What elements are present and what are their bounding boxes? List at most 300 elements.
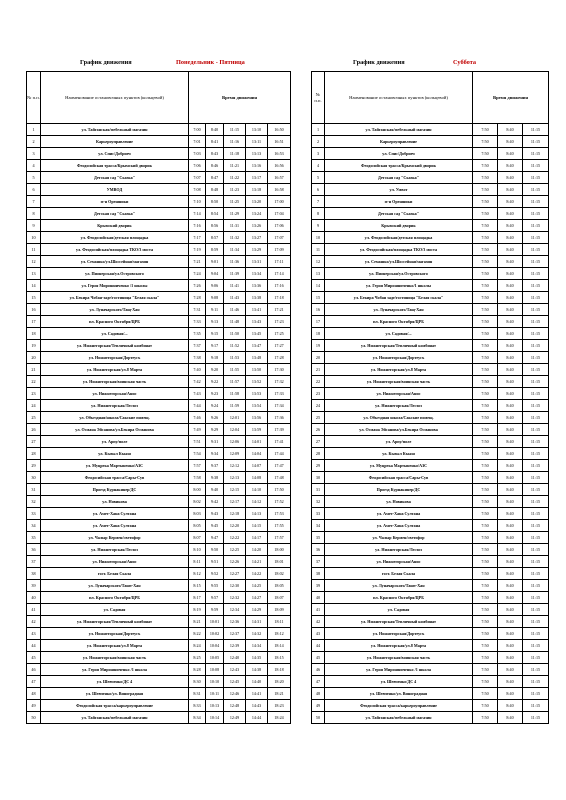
departure-time: 17:11 bbox=[268, 256, 291, 268]
departure-time: 11:46 bbox=[224, 304, 246, 316]
table-row bbox=[312, 304, 549, 316]
table-row bbox=[27, 532, 291, 544]
stop-name: Детская сад "Сказка" bbox=[325, 172, 473, 184]
table-row bbox=[27, 580, 291, 592]
stop-name: ул. Луначарского/Ташт-Хан bbox=[325, 580, 473, 592]
departure-time: 11:15 bbox=[523, 220, 549, 232]
departure-time: 17:06 bbox=[268, 220, 291, 232]
stop-name: ул. Новикова bbox=[325, 496, 473, 508]
departure-time: 11:58 bbox=[224, 388, 246, 400]
departure-time: 8:40 bbox=[498, 124, 523, 136]
departure-time: 9:11 bbox=[206, 304, 224, 316]
departure-time: 9:55 bbox=[206, 580, 224, 592]
departure-time: 7:50 bbox=[473, 436, 498, 448]
table-row bbox=[312, 688, 549, 700]
stop-name: ул. Нижнегорская/ул.8 Марта bbox=[325, 364, 473, 376]
departure-time: 17:04 bbox=[268, 208, 291, 220]
table-row bbox=[27, 352, 291, 364]
row-number: 36 bbox=[27, 544, 41, 556]
table-row bbox=[312, 412, 549, 424]
departure-time: 16:50 bbox=[268, 124, 291, 136]
row-number: 23 bbox=[27, 388, 41, 400]
row-number: 40 bbox=[312, 592, 325, 604]
table-row bbox=[312, 556, 549, 568]
departure-time: 7:17 bbox=[189, 232, 206, 244]
departure-time: 11:15 bbox=[523, 208, 549, 220]
row-number: 1 bbox=[27, 124, 41, 136]
departure-time: 11:15 bbox=[523, 664, 549, 676]
row-number: 29 bbox=[27, 460, 41, 472]
departure-time: 11:15 bbox=[523, 160, 549, 172]
departure-time: 13:36 bbox=[246, 280, 268, 292]
departure-time: 9:38 bbox=[206, 472, 224, 484]
departure-time: 12:13 bbox=[224, 472, 246, 484]
departure-time: 8:40 bbox=[498, 172, 523, 184]
departure-time: 11:15 bbox=[523, 280, 549, 292]
stop-name: Детская сад "Сказка" bbox=[41, 208, 189, 220]
table-row bbox=[27, 688, 291, 700]
stop-name: ул. Амет-Хана Султана bbox=[325, 508, 473, 520]
departure-time: 8:40 bbox=[498, 472, 523, 484]
table-row bbox=[312, 292, 549, 304]
table-row bbox=[312, 592, 549, 604]
departure-time: 11:48 bbox=[224, 316, 246, 328]
departure-time: 8:40 bbox=[498, 532, 523, 544]
departure-time: 17:14 bbox=[268, 268, 291, 280]
departure-time: 8:40 bbox=[498, 148, 523, 160]
departure-time: 8:48 bbox=[206, 184, 224, 196]
table-row bbox=[312, 700, 549, 712]
departure-time: 8:40 bbox=[498, 460, 523, 472]
stop-name: ул. Тайганская/мебельный магазин bbox=[41, 124, 189, 136]
row-number: 16 bbox=[27, 304, 41, 316]
stop-name: гост. Белая Скала bbox=[325, 568, 473, 580]
departure-time: 12:37 bbox=[224, 628, 246, 640]
departure-time: 17:27 bbox=[268, 340, 291, 352]
departure-time: 7:06 bbox=[189, 160, 206, 172]
departure-time: 17:18 bbox=[268, 292, 291, 304]
table-row bbox=[27, 508, 291, 520]
departure-time: 11:22 bbox=[224, 172, 246, 184]
table-row bbox=[27, 460, 291, 472]
departure-time: 14:17 bbox=[246, 532, 268, 544]
stop-name: ул. Героя Мирошниченко /1 школа bbox=[41, 664, 189, 676]
row-number: 19 bbox=[27, 340, 41, 352]
departure-time: 14:40 bbox=[246, 676, 268, 688]
table-row bbox=[27, 424, 291, 436]
stop-name: ул. Нижнегорская/Дортеусъ bbox=[41, 628, 189, 640]
departure-time: 10:01 bbox=[206, 616, 224, 628]
departure-time: 11:15 bbox=[523, 472, 549, 484]
departure-time: 7:50 bbox=[473, 484, 498, 496]
table-row bbox=[312, 448, 549, 460]
table-row bbox=[312, 652, 549, 664]
departure-time: 7:50 bbox=[473, 352, 498, 364]
departure-time: 7:46 bbox=[189, 412, 206, 424]
departure-time: 8:40 bbox=[498, 652, 523, 664]
row-number: 48 bbox=[27, 688, 41, 700]
row-number: 30 bbox=[312, 472, 325, 484]
departure-time: 8:40 bbox=[498, 688, 523, 700]
departure-time: 11:52 bbox=[224, 340, 246, 352]
stop-name: Феодосийская трасса/Крымский дворик bbox=[41, 160, 189, 172]
departure-time: 7:03 bbox=[189, 148, 206, 160]
col-num-header: № п.п. bbox=[27, 72, 41, 124]
departure-time: 12:22 bbox=[224, 532, 246, 544]
departure-time: 8:40 bbox=[498, 340, 523, 352]
departure-time: 7:50 bbox=[473, 184, 498, 196]
departure-time: 9:22 bbox=[206, 376, 224, 388]
row-number: 46 bbox=[312, 664, 325, 676]
row-number: 25 bbox=[312, 412, 325, 424]
departure-time: 12:04 bbox=[224, 424, 246, 436]
row-number: 17 bbox=[312, 316, 325, 328]
stop-name: ул. Османа Эйсанова/ул.Бекира Османова bbox=[41, 424, 189, 436]
departure-time: 8:40 bbox=[498, 328, 523, 340]
stop-name: ул. Нижнегорская/Тепличный комбинат bbox=[325, 616, 473, 628]
departure-time: 14:35 bbox=[246, 652, 268, 664]
stop-name: ул. Амет-Хана Султана bbox=[325, 520, 473, 532]
departure-time: 7:50 bbox=[473, 532, 498, 544]
table-row bbox=[27, 172, 291, 184]
row-number: 10 bbox=[27, 232, 41, 244]
table-row bbox=[27, 184, 291, 196]
departure-time: 8:41 bbox=[206, 136, 224, 148]
row-number: 35 bbox=[312, 532, 325, 544]
departure-time: 17:44 bbox=[268, 448, 291, 460]
departure-time: 8:40 bbox=[498, 232, 523, 244]
row-number: 21 bbox=[312, 364, 325, 376]
stop-name: ул. Садовая/... bbox=[41, 328, 189, 340]
departure-time: 14:44 bbox=[246, 712, 268, 724]
stop-name: ул. Пионерская/ул.Островского bbox=[41, 268, 189, 280]
departure-time: 7:50 bbox=[473, 652, 498, 664]
departure-time: 7:57 bbox=[189, 460, 206, 472]
departure-time: 9:51 bbox=[206, 556, 224, 568]
stop-name: ул. Муцрека Мартыненко/АЗС bbox=[41, 460, 189, 472]
departure-time: 13:31 bbox=[246, 256, 268, 268]
departure-time: 13:13 bbox=[246, 148, 268, 160]
table-row bbox=[312, 316, 549, 328]
table-row bbox=[27, 448, 291, 460]
stop-name: ул. Садовая/... bbox=[325, 328, 473, 340]
departure-time: 8:10 bbox=[189, 544, 206, 556]
table-row bbox=[312, 676, 549, 688]
departure-time: 7:07 bbox=[189, 172, 206, 184]
departure-time: 7:50 bbox=[473, 280, 498, 292]
departure-time: 11:15 bbox=[523, 412, 549, 424]
departure-time: 9:24 bbox=[206, 400, 224, 412]
col-num-header: № п.п. bbox=[312, 72, 325, 124]
departure-time: 8:40 bbox=[498, 424, 523, 436]
table-row bbox=[312, 628, 549, 640]
departure-time: 9:42 bbox=[206, 496, 224, 508]
departure-time: 11:15 bbox=[523, 196, 549, 208]
departure-time: 17:23 bbox=[268, 316, 291, 328]
stop-name: пл. Красного Октября/ЦРБ bbox=[325, 592, 473, 604]
departure-time: 11:34 bbox=[224, 244, 246, 256]
departure-time: 7:50 bbox=[473, 580, 498, 592]
departure-time: 8:40 bbox=[498, 196, 523, 208]
departure-time: 14:13 bbox=[246, 508, 268, 520]
stop-name: ул. Нижнегорская/ул.8 Марта bbox=[41, 640, 189, 652]
row-number: 5 bbox=[312, 172, 325, 184]
departure-time: 8:40 bbox=[498, 136, 523, 148]
departure-time: 14:20 bbox=[246, 544, 268, 556]
table-row bbox=[27, 280, 291, 292]
table-row bbox=[27, 328, 291, 340]
departure-time: 7:50 bbox=[473, 328, 498, 340]
departure-time: 9:47 bbox=[206, 532, 224, 544]
departure-time: 8:40 bbox=[498, 388, 523, 400]
row-number: 38 bbox=[27, 568, 41, 580]
departure-time: 11:15 bbox=[523, 592, 549, 604]
departure-time: 12:30 bbox=[224, 580, 246, 592]
departure-time: 9:01 bbox=[206, 256, 224, 268]
departure-time: 13:20 bbox=[246, 196, 268, 208]
departure-time: 7:50 bbox=[473, 268, 498, 280]
departure-time: 11:15 bbox=[523, 448, 549, 460]
departure-time: 12:17 bbox=[224, 496, 246, 508]
stop-name: ул. Умвот bbox=[325, 184, 473, 196]
departure-time: 8:25 bbox=[189, 652, 206, 664]
row-number: 43 bbox=[27, 628, 41, 640]
departure-time: 7:50 bbox=[473, 388, 498, 400]
weekday-table bbox=[26, 71, 291, 724]
stop-name: ул. Шевченко/ул. Виноградная bbox=[41, 688, 189, 700]
departure-time: 9:23 bbox=[206, 388, 224, 400]
stop-name: ул. Арпу/поле bbox=[41, 436, 189, 448]
departure-time: 14:01 bbox=[246, 436, 268, 448]
row-number: 44 bbox=[27, 640, 41, 652]
row-number: 47 bbox=[312, 676, 325, 688]
stop-name: ул. Нижнегорская/Тепличный комбинат bbox=[325, 340, 473, 352]
departure-time: 11:25 bbox=[224, 196, 246, 208]
departure-time: 9:29 bbox=[206, 424, 224, 436]
stop-name: ул. Нижнегорская/Тепличный комбинат bbox=[41, 616, 189, 628]
departure-time: 11:15 bbox=[523, 268, 549, 280]
row-number: 23 bbox=[312, 388, 325, 400]
table-row bbox=[312, 388, 549, 400]
weekday-title: График движения bbox=[80, 59, 132, 66]
stop-name: ул. Нижнегорская/Лесхоз bbox=[41, 400, 189, 412]
departure-time: 11:15 bbox=[523, 244, 549, 256]
table-row bbox=[27, 544, 291, 556]
row-number: 39 bbox=[312, 580, 325, 592]
departure-time: 17:41 bbox=[268, 436, 291, 448]
departure-time: 9:06 bbox=[206, 280, 224, 292]
stop-name: ул. Нижнегорская/Дортеусъ bbox=[325, 628, 473, 640]
departure-time: 8:40 bbox=[498, 364, 523, 376]
departure-time: 8:40 bbox=[498, 208, 523, 220]
row-number: 49 bbox=[312, 700, 325, 712]
row-number: 12 bbox=[27, 256, 41, 268]
stop-name: ул. Нижнегорская/Лесхоз bbox=[325, 400, 473, 412]
departure-time: 7:50 bbox=[473, 640, 498, 652]
departure-time: 13:45 bbox=[246, 328, 268, 340]
departure-time: 12:25 bbox=[224, 544, 246, 556]
stop-name: пл. Красного Октября/ЦРБ bbox=[41, 316, 189, 328]
stop-name: Феодосийская трасса/Крымский дворик bbox=[325, 160, 473, 172]
departure-time: 8:40 bbox=[498, 616, 523, 628]
row-number: 11 bbox=[27, 244, 41, 256]
row-number: 32 bbox=[312, 496, 325, 508]
row-number: 50 bbox=[27, 712, 41, 724]
row-number: 6 bbox=[312, 184, 325, 196]
table-row bbox=[27, 592, 291, 604]
stop-name: ул. Нижнегорская/воинская часть bbox=[41, 652, 189, 664]
departure-time: 10:13 bbox=[206, 700, 224, 712]
departure-time: 8:40 bbox=[498, 292, 523, 304]
departure-time: 11:16 bbox=[224, 136, 246, 148]
departure-time: 8:40 bbox=[498, 220, 523, 232]
departure-time: 14:27 bbox=[246, 592, 268, 604]
departure-time: 18:01 bbox=[268, 556, 291, 568]
departure-time: 11:15 bbox=[523, 688, 549, 700]
departure-time: 16:53 bbox=[268, 148, 291, 160]
row-number: 11 bbox=[312, 244, 325, 256]
stop-name: ул. Героя Мирошниченко /1 школа bbox=[325, 664, 473, 676]
departure-time: 7:50 bbox=[473, 460, 498, 472]
stop-name: ул. Героя Мирошниченко /1 школы bbox=[41, 280, 189, 292]
table-row bbox=[312, 220, 549, 232]
departure-time: 8:46 bbox=[206, 160, 224, 172]
departure-time: 14:31 bbox=[246, 616, 268, 628]
departure-time: 14:07 bbox=[246, 460, 268, 472]
col-time-header: Время движения bbox=[189, 72, 291, 124]
departure-time: 7:50 bbox=[473, 196, 498, 208]
departure-time: 17:00 bbox=[268, 196, 291, 208]
stop-name: гост. Белая Скала bbox=[41, 568, 189, 580]
departure-time: 13:26 bbox=[246, 220, 268, 232]
table-row bbox=[27, 160, 291, 172]
table-row bbox=[312, 508, 549, 520]
departure-time: 13:27 bbox=[246, 232, 268, 244]
table-row bbox=[27, 388, 291, 400]
stop-name: Крымский дворик bbox=[41, 220, 189, 232]
stop-name: ул. Бекира Чобан заде/гостиница "Белая скала" bbox=[325, 292, 473, 304]
departure-time: 11:15 bbox=[523, 316, 549, 328]
row-number: 41 bbox=[27, 604, 41, 616]
departure-time: 8:00 bbox=[189, 484, 206, 496]
departure-time: 18:23 bbox=[268, 700, 291, 712]
table-row bbox=[312, 604, 549, 616]
table-row bbox=[312, 256, 549, 268]
departure-time: 17:53 bbox=[268, 508, 291, 520]
row-number: 37 bbox=[27, 556, 41, 568]
stop-name: ул. Нижнегорская/Тепличный комбинат bbox=[41, 340, 189, 352]
table-row bbox=[312, 424, 549, 436]
departure-time: 17:28 bbox=[268, 352, 291, 364]
table-row bbox=[27, 700, 291, 712]
departure-time: 11:21 bbox=[224, 160, 246, 172]
table-row bbox=[312, 460, 549, 472]
departure-time: 7:50 bbox=[473, 172, 498, 184]
departure-time: 11:15 bbox=[523, 640, 549, 652]
table-row bbox=[312, 400, 549, 412]
stop-name: ул. Нижнегорская/Дортеусъ bbox=[41, 352, 189, 364]
departure-time: 8:43 bbox=[206, 148, 224, 160]
departure-time: 8:40 bbox=[498, 484, 523, 496]
departure-time: 7:51 bbox=[189, 436, 206, 448]
departure-time: 14:21 bbox=[246, 556, 268, 568]
departure-time: 16:57 bbox=[268, 172, 291, 184]
departure-time: 9:17 bbox=[206, 340, 224, 352]
departure-time: 17:16 bbox=[268, 280, 291, 292]
departure-time: 8:59 bbox=[206, 244, 224, 256]
stop-name: ул. Нижнегорская/Дортеусъ bbox=[325, 352, 473, 364]
departure-time: 8:02 bbox=[189, 496, 206, 508]
departure-time: 11:15 bbox=[523, 496, 549, 508]
stop-name: ул. Луначарского/Тащ-Хан bbox=[325, 304, 473, 316]
row-number: 8 bbox=[312, 208, 325, 220]
table-row bbox=[27, 436, 291, 448]
departure-time: 8:40 bbox=[498, 676, 523, 688]
departure-time: 8:40 bbox=[498, 184, 523, 196]
table-row bbox=[27, 472, 291, 484]
table-row bbox=[312, 352, 549, 364]
stop-name: Детская сад "Сказка" bbox=[325, 208, 473, 220]
departure-time: 8:31 bbox=[189, 688, 206, 700]
departure-time: 8:56 bbox=[206, 220, 224, 232]
row-number: 24 bbox=[312, 400, 325, 412]
departure-time: 10:05 bbox=[206, 652, 224, 664]
row-number: 42 bbox=[312, 616, 325, 628]
stop-name: Феодосийская трасса/Сары-Сув bbox=[325, 472, 473, 484]
departure-time: 11:15 bbox=[523, 424, 549, 436]
row-number: 45 bbox=[27, 652, 41, 664]
table-row bbox=[27, 484, 291, 496]
stop-name: Карьероуправление bbox=[41, 136, 189, 148]
row-number: 2 bbox=[27, 136, 41, 148]
departure-time: 7:50 bbox=[473, 124, 498, 136]
departure-time: 11:15 bbox=[523, 364, 549, 376]
departure-time: 13:47 bbox=[246, 340, 268, 352]
departure-time: 7:50 bbox=[473, 364, 498, 376]
departure-time: 10:11 bbox=[206, 688, 224, 700]
departure-time: 18:00 bbox=[268, 544, 291, 556]
table-row bbox=[27, 304, 291, 316]
stop-name: м-н Орешники bbox=[41, 196, 189, 208]
table-row bbox=[312, 184, 549, 196]
departure-time: 7:40 bbox=[189, 364, 206, 376]
departure-time: 11:15 bbox=[523, 136, 549, 148]
table-row bbox=[27, 232, 291, 244]
table-row bbox=[27, 604, 291, 616]
row-number: 49 bbox=[27, 700, 41, 712]
departure-time: 14:22 bbox=[246, 568, 268, 580]
departure-time: 11:32 bbox=[224, 232, 246, 244]
departure-time: 11:59 bbox=[224, 400, 246, 412]
row-number: 30 bbox=[27, 472, 41, 484]
departure-time: 12:46 bbox=[224, 688, 246, 700]
departure-time: 17:52 bbox=[268, 496, 291, 508]
row-number: 32 bbox=[27, 496, 41, 508]
departure-time: 11:29 bbox=[224, 208, 246, 220]
table-row bbox=[27, 196, 291, 208]
stop-name: ул. Луначарского/Тащ-Хан bbox=[41, 304, 189, 316]
row-number: 45 bbox=[312, 652, 325, 664]
departure-time: 7:26 bbox=[189, 280, 206, 292]
departure-time: 9:37 bbox=[206, 460, 224, 472]
departure-time: 8:40 bbox=[498, 592, 523, 604]
stop-name: пл. Красного Октября/ЦРБ bbox=[41, 592, 189, 604]
table-row bbox=[27, 640, 291, 652]
table-row bbox=[312, 244, 549, 256]
table-row bbox=[27, 136, 291, 148]
departure-time: 8:03 bbox=[189, 508, 206, 520]
departure-time: 13:50 bbox=[246, 364, 268, 376]
